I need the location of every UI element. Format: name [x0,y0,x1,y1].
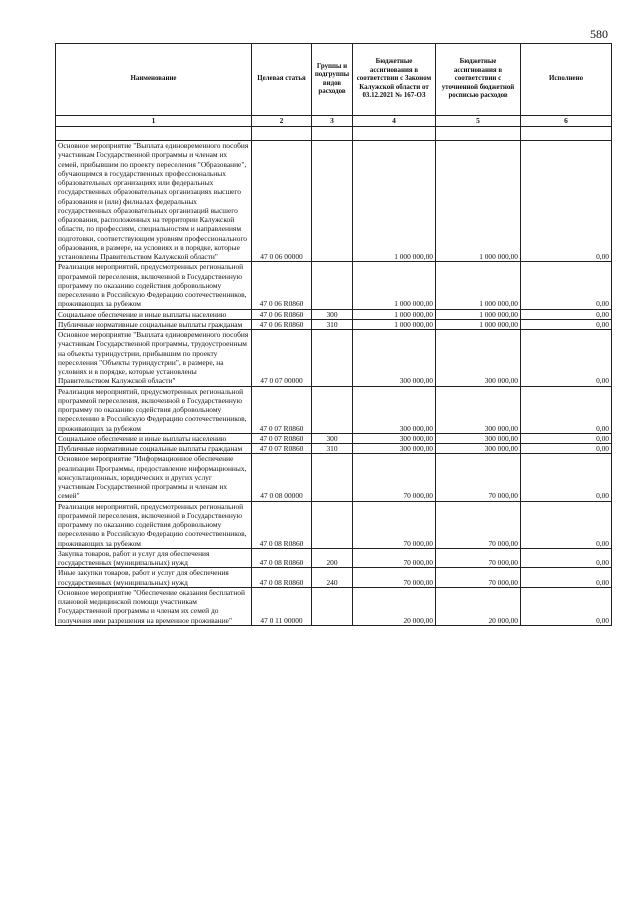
table-row [56,568,612,588]
row-target-code: 47 0 07 R0860 [252,444,312,454]
row-group: 300 [312,433,353,443]
row-name: Публичные нормативные социальные выплаты гражданам [56,444,252,454]
table-row [56,444,612,454]
row-law-amount: 70 000,00 [353,501,436,548]
row-target-code: 47 0 06 R0860 [252,262,312,309]
table-row [56,309,612,319]
table-row [56,433,612,443]
row-group: 300 [312,309,353,319]
row-target-code: 47 0 08 R0860 [252,568,312,588]
row-refined-amount: 70 000,00 [436,501,521,548]
spacer-cell [353,127,436,141]
budget-table [55,43,612,626]
row-name: Социальное обеспечение и иные выплаты населению [56,433,252,443]
row-executed-amount: 0,00 [521,433,612,443]
table-row [56,330,612,387]
row-group [312,501,353,548]
row-executed-amount: 0,00 [521,330,612,387]
row-refined-amount: 70 000,00 [436,454,521,501]
row-target-code: 47 0 11 00000 [252,587,312,625]
row-group [312,386,353,433]
column-number: 2 [252,116,312,127]
row-law-amount: 300 000,00 [353,330,436,387]
row-refined-amount: 1 000 000,00 [436,141,521,262]
row-target-code: 47 0 08 R0860 [252,548,312,568]
table-row [56,501,612,548]
row-refined-amount: 300 000,00 [436,386,521,433]
row-name: Публичные нормативные социальные выплаты гражданам [56,319,252,329]
row-group: 240 [312,568,353,588]
header-target-article: Целевая статья [252,44,312,116]
row-name: Иные закупки товаров, работ и услуг для обеспечения государственных (муниципальных) нужд [56,568,252,588]
row-name: Реализация мероприятий, предусмотренных региональной программой переселения, включенной в Государственную программу по оказанию содействия добровольному переселению в Российскую Федерацию соотечественников, проживающих за рубежом [56,386,252,433]
row-executed-amount: 0,00 [521,587,612,625]
row-group [312,141,353,262]
row-name: Реализация мероприятий, предусмотренных региональной программой переселения, включенной в Государственную программу по оказанию содействия добровольному переселению в Российскую Федерацию соотечественников, проживающих за рубежом [56,501,252,548]
table-row [56,587,612,625]
header-refined-allocations: Бюджетные ассигнования в соответствии с уточненной бюджетной росписью расходов [436,44,521,116]
row-executed-amount: 0,00 [521,548,612,568]
table-row [56,386,612,433]
row-group [312,587,353,625]
header-executed: Исполнено [521,44,612,116]
row-target-code: 47 0 06 00000 [252,141,312,262]
spacer-cell [252,127,312,141]
row-name: Закупка товаров, работ и услуг для обеспечения государственных (муниципальных) нужд [56,548,252,568]
row-refined-amount: 1 000 000,00 [436,262,521,309]
column-number: 1 [56,116,252,127]
row-group: 310 [312,444,353,454]
row-refined-amount: 300 000,00 [436,330,521,387]
column-number-row [56,116,612,127]
row-target-code: 47 0 07 R0860 [252,433,312,443]
row-group [312,454,353,501]
row-name: Основное мероприятие "Информационное обеспечение реализации Программы, предоставление информационных, консультационных, юридических и других услуг участникам Государственной программы и членам их семей" [56,454,252,501]
row-name: Реализация мероприятий, предусмотренных региональной программой переселения, включенной в Государственную программу по оказанию содействия добровольному переселению в Российскую Федерацию соотечественников, проживающих за рубежом [56,262,252,309]
spacer-cell [436,127,521,141]
row-group: 200 [312,548,353,568]
spacer-cell [521,127,612,141]
header-name: Наименование [56,44,252,116]
row-executed-amount: 0,00 [521,454,612,501]
row-refined-amount: 1 000 000,00 [436,319,521,329]
row-refined-amount: 20 000,00 [436,587,521,625]
page-number: 580 [590,27,608,41]
row-executed-amount: 0,00 [521,501,612,548]
row-law-amount: 300 000,00 [353,444,436,454]
header-expense-groups: Группы и подгруппы видов расходов [312,44,353,116]
row-law-amount: 70 000,00 [353,568,436,588]
row-executed-amount: 0,00 [521,386,612,433]
column-number: 6 [521,116,612,127]
header-law-allocations: Бюджетные ассигнования в соответствии с Законом Калужской области от 03.12.2021 № 167-ОЗ [353,44,436,116]
row-executed-amount: 0,00 [521,309,612,319]
row-target-code: 47 0 07 R0860 [252,386,312,433]
row-law-amount: 300 000,00 [353,386,436,433]
column-number: 5 [436,116,521,127]
row-target-code: 47 0 08 00000 [252,454,312,501]
table-row [56,141,612,262]
row-executed-amount: 0,00 [521,262,612,309]
row-executed-amount: 0,00 [521,319,612,329]
row-refined-amount: 70 000,00 [436,548,521,568]
row-name: Основное мероприятие "Обеспечение оказания бесплатной плановой медицинской помощи участникам Государственной программы и членам их семей до получения ими разрешения на временное проживание" [56,587,252,625]
row-target-code: 47 0 07 00000 [252,330,312,387]
row-refined-amount: 300 000,00 [436,433,521,443]
row-name: Основное мероприятие "Выплата единовременного пособия участникам Государственной программы и членам их семей, прибывшим по проекту переселения "Образование", обучающимся в государственных профессиональных образовательных организациях или федеральных государственных образовательных организациях высшего образования и (или) филиалах федеральных государственных образовательных организаций высшего образования, расположенных на территории Калужской области, по профессиям, специальностям и направлениям подготовки, соответствующим уровням профессионального образования, в размере, на условиях и в порядке, которые установлены Правительством Калужской области" [56,141,252,262]
row-refined-amount: 300 000,00 [436,444,521,454]
spacer-cell [56,127,252,141]
row-executed-amount: 0,00 [521,141,612,262]
table-row [56,548,612,568]
row-law-amount: 1 000 000,00 [353,262,436,309]
row-refined-amount: 70 000,00 [436,568,521,588]
table-row [56,262,612,309]
row-target-code: 47 0 06 R0860 [252,319,312,329]
row-law-amount: 1 000 000,00 [353,141,436,262]
row-group [312,262,353,309]
row-target-code: 47 0 08 R0860 [252,501,312,548]
row-law-amount: 20 000,00 [353,587,436,625]
row-name: Основное мероприятие "Выплата единовременного пособия участникам Государственной программы, трудоустроенным на объекты туриндустрии, прибывшим по проекту переселения "Объекты туриндустрии", в размере, на условиях и в порядке, которые установлены Правительством Калужской области" [56,330,252,387]
row-executed-amount: 0,00 [521,444,612,454]
table-row [56,454,612,501]
row-target-code: 47 0 06 R0860 [252,309,312,319]
row-executed-amount: 0,00 [521,568,612,588]
column-number: 3 [312,116,353,127]
row-group [312,330,353,387]
row-law-amount: 300 000,00 [353,433,436,443]
row-law-amount: 1 000 000,00 [353,319,436,329]
spacer-row [56,127,612,141]
row-law-amount: 70 000,00 [353,454,436,501]
row-name: Социальное обеспечение и иные выплаты населению [56,309,252,319]
row-law-amount: 70 000,00 [353,548,436,568]
table-header-row [56,44,612,116]
column-number: 4 [353,116,436,127]
row-law-amount: 1 000 000,00 [353,309,436,319]
row-refined-amount: 1 000 000,00 [436,309,521,319]
table-row [56,319,612,329]
spacer-cell [312,127,353,141]
row-group: 310 [312,319,353,329]
